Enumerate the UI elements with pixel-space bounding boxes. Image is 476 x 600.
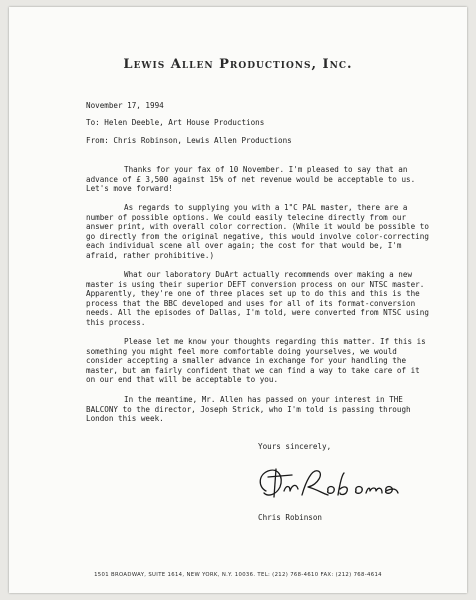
body-paragraph-3: What our laboratory DuArt actually recommends over making a new master is using their superior DEFT conversion process on our NTSC master. Apparently, they're one of three places set up to do this and this is the process that the BBC developed and uses for all of its format-conversion needs. All the episodes of Dallas, I'm told, were converted from NTSC using this process. <box>86 270 429 327</box>
letter-date: November 17, 1994 <box>86 101 164 110</box>
signer-name: Chris Robinson <box>258 513 323 522</box>
body-paragraph-1: Thanks for your fax of 10 November. I'm pleased to say that an advance of £ 3,500 against 15% of net revenue would be acceptable to us. Let's move forward! <box>86 165 416 194</box>
letter-body <box>86 165 431 194</box>
letter-page <box>9 7 467 593</box>
body-paragraph-2: As regards to supplying you with a 1"C PAL master, there are a number of possible options. We could easily telecine directly from our answer print, with overall color correction. (While it would be possible to go directly from the original negative, this would involve color-correcting each individual scene all over again; the cost for that would be, I'm afraid, rather prohibitive.) <box>86 203 429 260</box>
body-paragraph-4: Please let me know your thoughts regarding this matter. If this is something you might feel more comfortable doing yourselves, we would consider accepting a smaller advance in exchange for your handling the master, but am fairly confident that we can find a way to take care of it on our end that will be acceptable to you. <box>86 337 426 385</box>
letter-sender: From: Chris Robinson, Lewis Allen Productions <box>86 136 292 145</box>
valediction: Yours sincerely, <box>258 442 332 451</box>
handwritten-signature <box>252 461 400 509</box>
letterhead-company: Lewis Allen Productions, Inc. <box>123 57 353 72</box>
letterhead-address-footer: 1501 BROADWAY, SUITE 1614, NEW YORK, N.Y. 10036. TEL: (212) 768-4610 FAX: (212) 768-4614 <box>94 572 382 578</box>
letter-recipient: To: Helen Deeble, Art House Productions <box>86 118 265 127</box>
body-paragraph-5: In the meantime, Mr. Allen has passed on your interest in THE BALCONY to the director, Joseph Strick, who I'm told is passing through London this week. <box>86 395 411 424</box>
